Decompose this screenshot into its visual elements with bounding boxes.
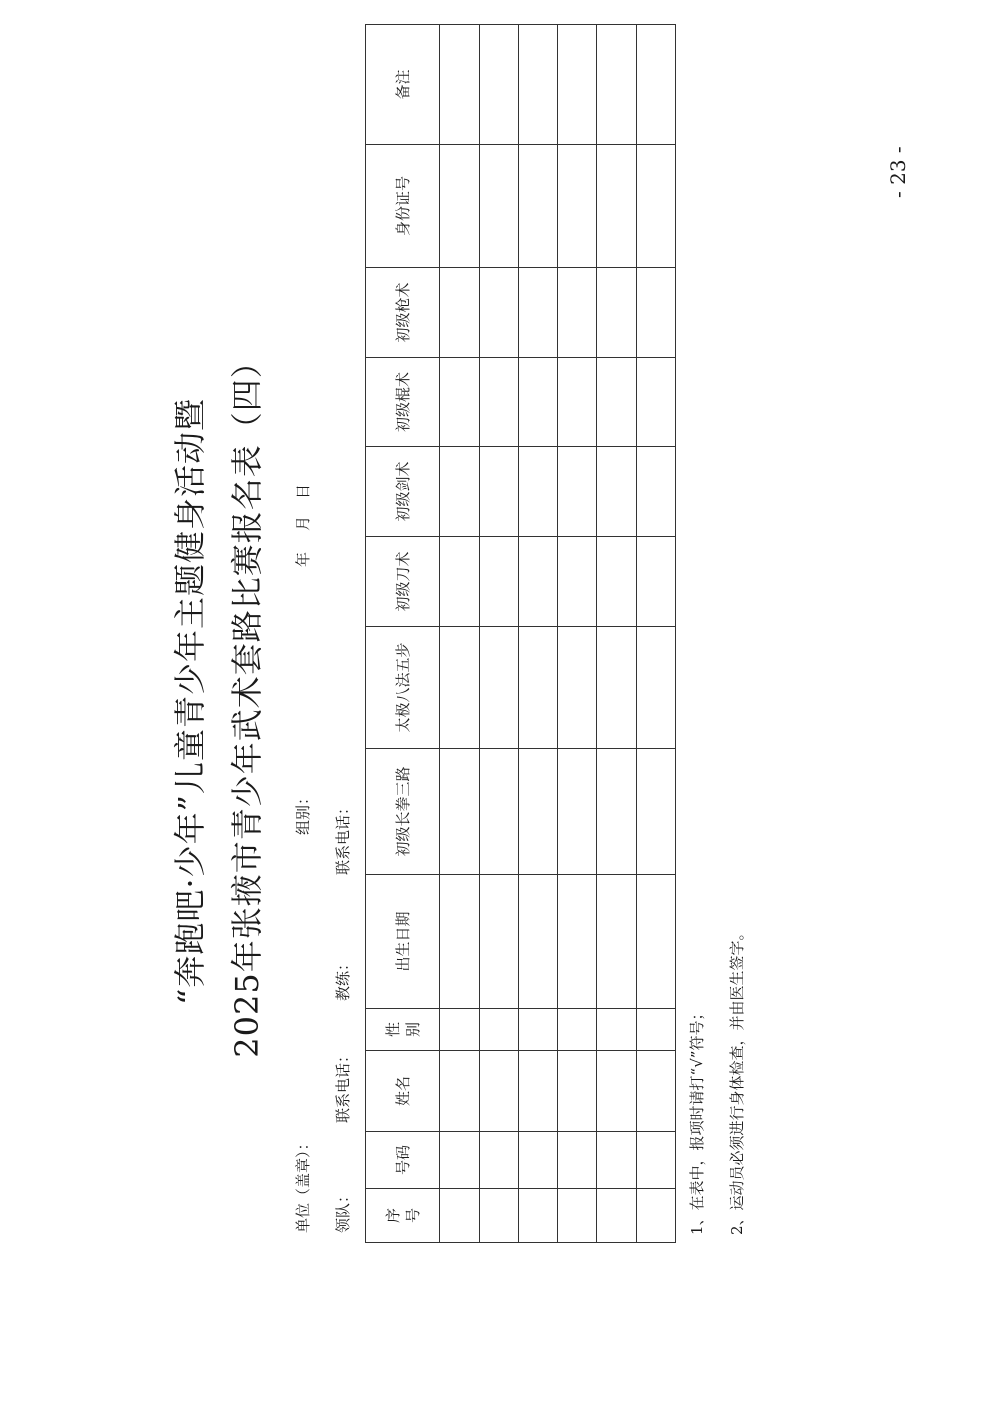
table-cell[interactable] <box>440 749 479 875</box>
table-cell[interactable] <box>479 875 518 1009</box>
table-row <box>479 25 518 1243</box>
table-cell[interactable] <box>518 1189 557 1243</box>
form-title-line-2: 2025年张掖市青少年武术套路比赛报名表（四） <box>228 345 266 1058</box>
table-cell[interactable] <box>558 1009 597 1051</box>
table-row <box>558 25 597 1243</box>
table-cell[interactable] <box>636 749 675 875</box>
leader-label: 领队： <box>334 1187 352 1233</box>
table-header-row <box>366 25 440 1243</box>
table-cell[interactable] <box>636 145 675 268</box>
table-cell[interactable] <box>558 25 597 145</box>
table-cell[interactable] <box>518 1009 557 1051</box>
table-cell[interactable] <box>440 1051 479 1132</box>
header-qiang: 初级枪术 <box>366 268 440 358</box>
table-cell[interactable] <box>440 537 479 627</box>
header-name: 姓名 <box>366 1051 440 1132</box>
header-chang-quan: 初级长拳三路 <box>366 749 440 875</box>
coach-label: 教练： <box>334 955 352 1001</box>
table-cell[interactable] <box>597 875 636 1009</box>
table-cell[interactable] <box>597 25 636 145</box>
table-cell[interactable] <box>636 447 675 537</box>
table-cell[interactable] <box>597 627 636 749</box>
table-cell[interactable] <box>558 1189 597 1243</box>
table-cell[interactable] <box>479 268 518 358</box>
table-cell[interactable] <box>440 627 479 749</box>
table-cell[interactable] <box>479 537 518 627</box>
table-row <box>440 25 479 1243</box>
table-cell[interactable] <box>636 627 675 749</box>
table-cell[interactable] <box>518 749 557 875</box>
table-cell[interactable] <box>558 268 597 358</box>
table-row <box>636 25 675 1243</box>
table-row <box>518 25 557 1243</box>
coach-phone-label: 联系电话： <box>334 799 352 875</box>
group-label: 组别： <box>294 789 312 835</box>
table-cell[interactable] <box>597 358 636 447</box>
header-seq-char-2: 号 <box>403 1208 422 1224</box>
table-cell[interactable] <box>518 1132 557 1189</box>
header-taiji: 太极八法五步 <box>366 627 440 749</box>
table-cell[interactable] <box>479 1189 518 1243</box>
table-cell[interactable] <box>518 627 557 749</box>
header-remark: 备注 <box>366 25 440 145</box>
note-2: 2、运动员必须进行身体检查，并由医生签字。 <box>728 925 746 1235</box>
header-gender <box>366 1009 440 1051</box>
table-cell[interactable] <box>440 447 479 537</box>
note-1: 1、在表中，报项时请打“√”符号； <box>688 1005 706 1235</box>
date-year: 年 <box>294 551 312 567</box>
header-birth: 出生日期 <box>366 875 440 1009</box>
table-cell[interactable] <box>636 1051 675 1132</box>
table-cell[interactable] <box>636 537 675 627</box>
table-cell[interactable] <box>558 875 597 1009</box>
table-cell[interactable] <box>479 25 518 145</box>
table-cell[interactable] <box>558 145 597 268</box>
table-cell[interactable] <box>558 537 597 627</box>
header-id-card: 身份证号 <box>366 145 440 268</box>
table-cell[interactable] <box>636 268 675 358</box>
leader-phone-label: 联系电话： <box>334 1047 352 1123</box>
table-cell[interactable] <box>479 749 518 875</box>
table-cell[interactable] <box>558 627 597 749</box>
table-cell[interactable] <box>440 1189 479 1243</box>
table-cell[interactable] <box>518 145 557 268</box>
table-cell[interactable] <box>479 1051 518 1132</box>
table-cell[interactable] <box>558 358 597 447</box>
table-cell[interactable] <box>636 1132 675 1189</box>
table-cell[interactable] <box>636 875 675 1009</box>
table-cell[interactable] <box>479 1009 518 1051</box>
form-title-line-1: “奔跑吧·少年”儿童青少年主题健身活动暨 <box>171 398 209 1005</box>
page-number: - 23 - <box>886 146 910 198</box>
table-cell[interactable] <box>558 749 597 875</box>
table-cell[interactable] <box>518 268 557 358</box>
table-cell[interactable] <box>518 1051 557 1132</box>
header-number: 号码 <box>366 1132 440 1189</box>
table-cell[interactable] <box>597 1009 636 1051</box>
table-cell[interactable] <box>597 1051 636 1132</box>
table-cell[interactable] <box>518 537 557 627</box>
table-cell[interactable] <box>558 447 597 537</box>
table-cell[interactable] <box>597 1132 636 1189</box>
header-seq <box>366 1189 440 1243</box>
table-cell[interactable] <box>440 358 479 447</box>
table-cell[interactable] <box>440 1009 479 1051</box>
table-cell[interactable] <box>479 145 518 268</box>
date-month: 月 <box>294 515 312 531</box>
table-cell[interactable] <box>440 875 479 1009</box>
header-gender-char-2: 别 <box>403 1022 422 1038</box>
header-gender-char-1: 性 <box>383 1022 402 1038</box>
table-cell[interactable] <box>518 447 557 537</box>
table-cell[interactable] <box>558 1051 597 1132</box>
table-cell[interactable] <box>636 25 675 145</box>
table-cell[interactable] <box>597 447 636 537</box>
table-cell[interactable] <box>597 749 636 875</box>
table-cell[interactable] <box>479 358 518 447</box>
header-jian: 初级剑术 <box>366 447 440 537</box>
table-cell[interactable] <box>558 1132 597 1189</box>
table-cell[interactable] <box>479 447 518 537</box>
table-cell[interactable] <box>636 1009 675 1051</box>
header-seq-char-1: 序 <box>383 1208 402 1224</box>
header-dao: 初级刀术 <box>366 537 440 627</box>
table-cell[interactable] <box>440 1132 479 1189</box>
unit-label: 单位（盖章）： <box>294 1135 312 1233</box>
table-row <box>597 25 636 1243</box>
table-cell[interactable] <box>597 145 636 268</box>
table-cell[interactable] <box>479 627 518 749</box>
table-cell[interactable] <box>518 358 557 447</box>
table-cell[interactable] <box>479 1132 518 1189</box>
date-day: 日 <box>294 483 312 499</box>
table-cell[interactable] <box>440 25 479 145</box>
table-cell[interactable] <box>518 875 557 1009</box>
table-cell[interactable] <box>636 358 675 447</box>
header-gun: 初级棍术 <box>366 358 440 447</box>
table-cell[interactable] <box>440 268 479 358</box>
table-cell[interactable] <box>597 1189 636 1243</box>
table-cell[interactable] <box>597 537 636 627</box>
table-cell[interactable] <box>518 25 557 145</box>
table-cell[interactable] <box>440 145 479 268</box>
table-cell[interactable] <box>597 268 636 358</box>
table-cell[interactable] <box>636 1189 675 1243</box>
registration-table <box>365 24 676 1243</box>
